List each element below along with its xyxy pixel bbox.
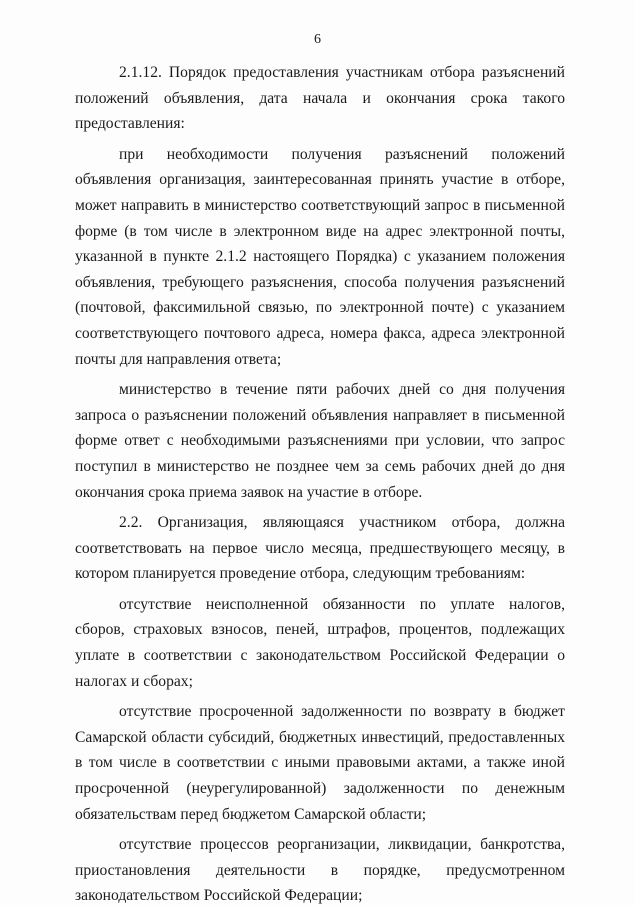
document-body — [75, 60, 565, 914]
paragraph-request-procedure: при необходимости получения разъяснений положений объявления организация, заинтересованная принять участие в отборе, может направить в министерство соответствующий запрос в письменной форме (в том числе в электронном виде на адрес электронной почты, указанной в пункте 2.1.2 настоящего Порядка) с указанием положения объявления, требующего разъяснения, способа получения разъяснений (почтовой, факсимильной связью, по электронной почте) с указанием соответствующего почтового адреса, номера факса, адреса электронной почты для направления ответа; — [75, 145, 565, 368]
paragraph-debt-requirement: отсутствие просроченной задолженности по возврату в бюджет Самарской области субсидий, бюджетных инвестиций, предоставленных в том числе в соответствии с иными правовыми актами, а также иной просроченной (неурегулированной) задолженности по денежным обязательствам перед бюджетом Самарской области; — [75, 703, 565, 823]
paragraph-reorganization-requirement: отсутствие процессов реорганизации, ликвидации, банкротства, приостановления деятельности в порядке, предусмотренном законодательством Российской Федерации; — [75, 836, 565, 905]
page-number: 6 — [314, 32, 321, 47]
paragraph-2-2: 2.2. Организация, являющаяся участником отбора, должна соответствовать на первое число месяца, предшествующего месяцу, в котором планируется проведение отбора, следующим требованиям: — [75, 514, 565, 583]
paragraph-2-1-12: 2.1.12. Порядок предоставления участникам отбора разъяснений положений объявления, дата начала и окончания срока такого предоставления: — [75, 64, 565, 133]
paragraph-tax-requirement: отсутствие неисполненной обязанности по уплате налогов, сборов, страховых взносов, пеней, штрафов, процентов, подлежащих уплате в соответствии с законодательством Российской Федерации о налогах и сборах; — [75, 595, 565, 690]
paragraph-ministry-response: министерство в течение пяти рабочих дней со дня получения запроса о разъяснении положений объявления направляет в письменной форме ответ с необходимыми разъяснениями при условии, что запрос поступил в министерство не позднее чем за семь рабочих дней до дня окончания срока приема заявок на участие в отборе. — [75, 381, 565, 501]
